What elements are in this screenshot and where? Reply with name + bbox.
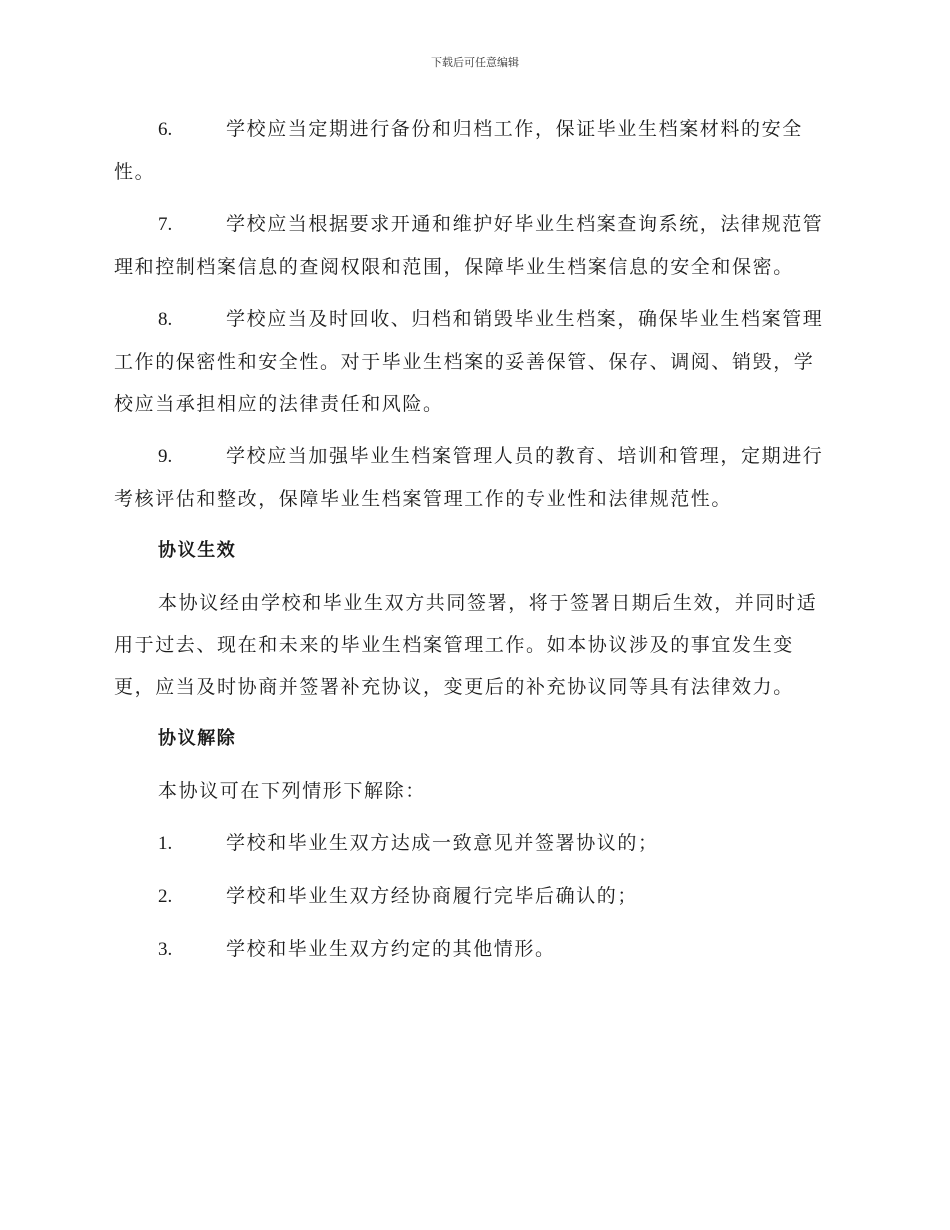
effect-paragraph: 本协议经由学校和毕业生双方共同签署，将于签署日期后生效，并同时适用于过去、现在和未来的毕业生档案管理工作。如本协议涉及的事宜发生变更，应当及时协商并签署补充协议，变更后的补充协议同等具有法律效力。	[114, 592, 818, 698]
page-header: 下载后可任意编辑	[431, 56, 519, 69]
termination-item	[114, 875, 834, 918]
item-text: 学校应当及时回收、归档和销毁毕业生档案，确保毕业生档案管理工作的保密性和安全性。对于毕业生档案的妥善保管、保存、调阅、销毁，学校应当承担相应的法律责任和风险。	[114, 308, 824, 415]
item-text: 学校和毕业生双方达成一致意见并签署协议的；	[226, 832, 659, 854]
list-item	[114, 203, 834, 288]
item-number: 8.	[158, 309, 173, 330]
item-number: 2.	[158, 886, 173, 907]
item-text: 学校应当根据要求开通和维护好毕业生档案查询系统，法律规范管理和控制档案信息的查阅权限和范围，保障毕业生档案信息的安全和保密。	[114, 213, 824, 278]
list-item	[114, 435, 834, 520]
item-text: 学校和毕业生双方经协商履行完毕后确认的；	[226, 885, 639, 907]
list-item	[114, 108, 834, 193]
section-heading-effect: 协议生效	[158, 540, 237, 561]
item-number: 3.	[158, 939, 173, 960]
termination-item	[114, 928, 834, 971]
termination-intro: 本协议可在下列情形下解除：	[158, 780, 426, 802]
item-number: 1.	[158, 833, 173, 854]
item-text: 学校应当加强毕业生档案管理人员的教育、培训和管理，定期进行考核评估和整改，保障毕业生档案管理工作的专业性和法律规范性。	[114, 445, 824, 510]
item-number: 6.	[158, 119, 173, 140]
item-text: 学校和毕业生双方约定的其他情形。	[226, 938, 556, 960]
item-number: 9.	[158, 446, 173, 467]
section-heading-termination: 协议解除	[158, 728, 237, 749]
item-text: 学校应当定期进行备份和归档工作，保证毕业生档案材料的安全性。	[114, 118, 803, 183]
list-item	[114, 298, 834, 425]
document-body	[114, 108, 834, 981]
item-number: 7.	[158, 214, 173, 235]
termination-item	[114, 822, 834, 865]
